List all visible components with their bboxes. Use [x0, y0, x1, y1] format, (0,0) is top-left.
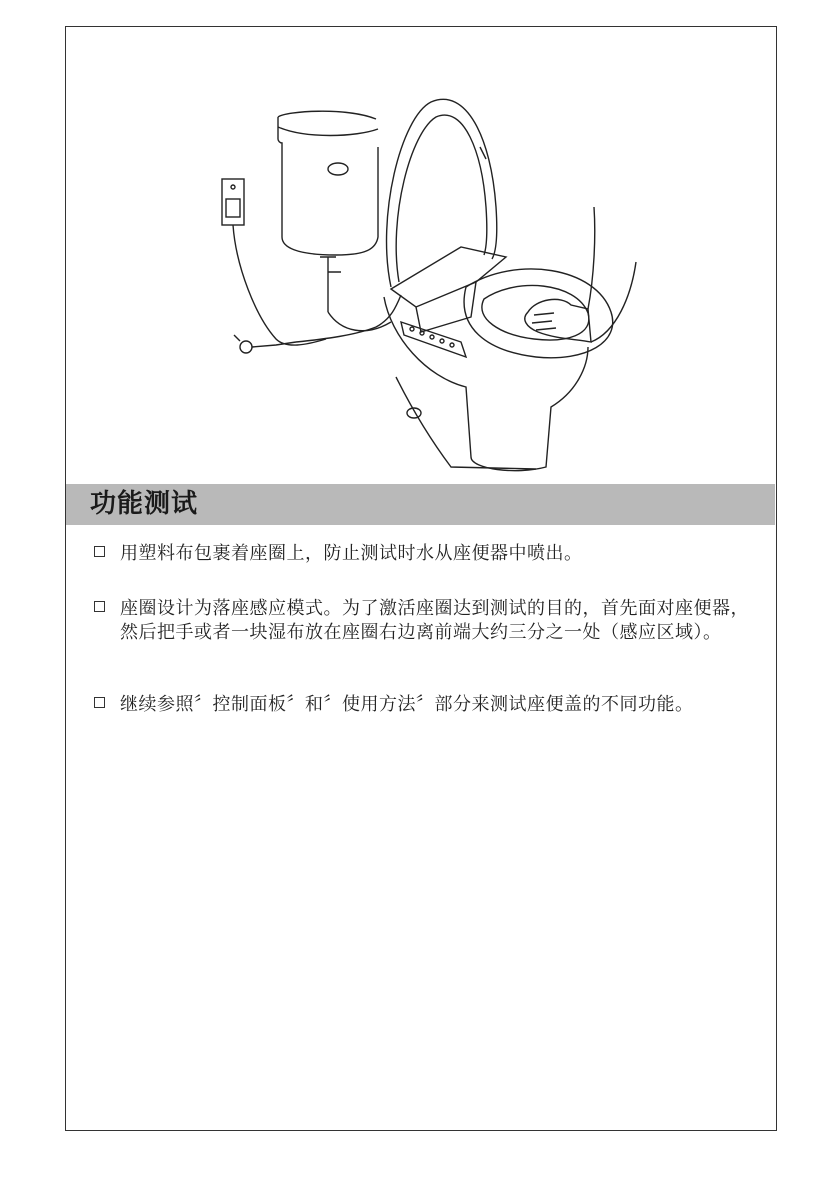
water-valve-icon — [234, 335, 296, 353]
list-item — [94, 597, 764, 645]
checkbox-bullet-icon — [94, 546, 105, 557]
list-item-text: 继续参照〞控制面板〞和〞使用方法〞部分来测试座便盖的不同功能。 — [120, 694, 694, 715]
toilet-seat-test-illustration — [216, 77, 676, 497]
page-frame — [65, 26, 777, 1131]
list-item-text: 座圈设计为落座感应模式。为了激活座圈达到测试的目的，首先面对座便器，然后把手或者一块湿布放在座圈右边离前端大约三分之一处（感应区域）。 — [120, 598, 749, 643]
section-title: 功能测试 — [90, 489, 199, 519]
checkbox-bullet-icon — [94, 601, 105, 612]
list-item — [94, 542, 764, 566]
section-header-bar — [66, 484, 775, 525]
hand-icon — [525, 207, 636, 342]
checkbox-bullet-icon — [94, 697, 105, 708]
list-item — [94, 693, 764, 717]
wall-outlet-icon — [222, 179, 244, 225]
list-item-text: 用塑料布包裹着座圈上，防止测试时水从座便器中喷出。 — [120, 543, 583, 564]
